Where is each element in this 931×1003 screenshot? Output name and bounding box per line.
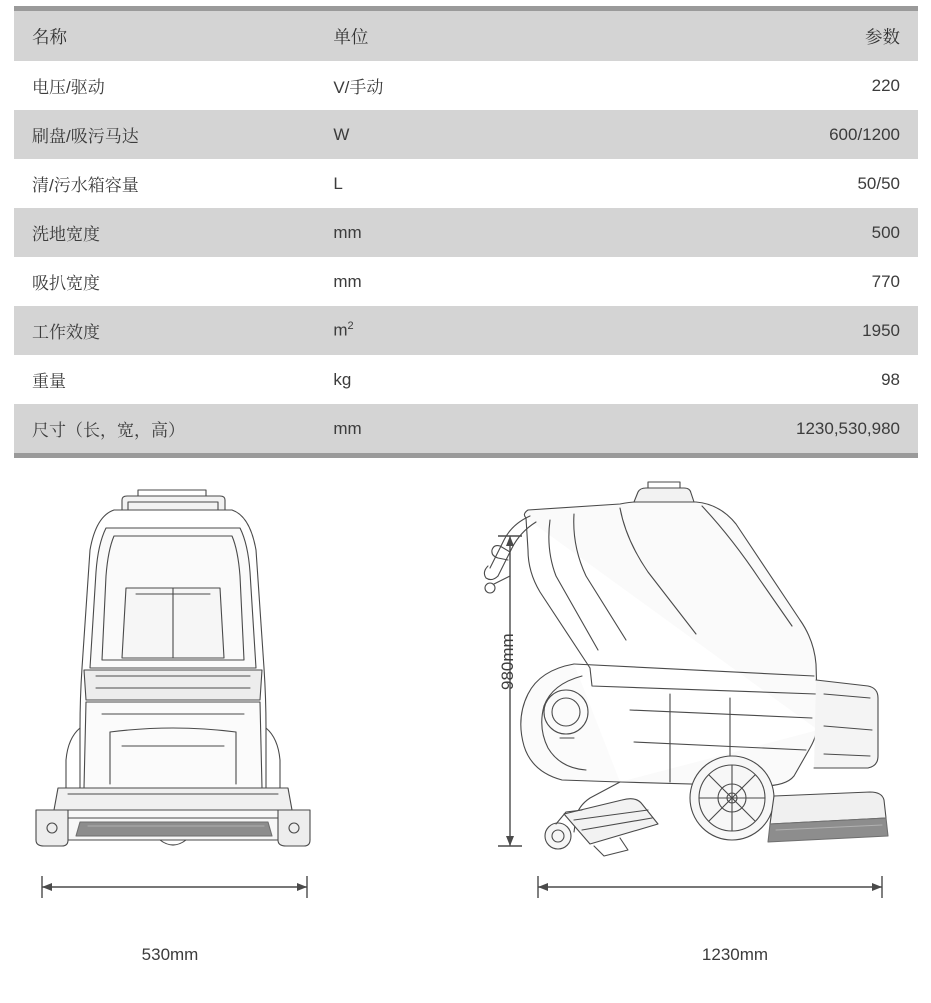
row-name: 尺寸（长，宽，高） [14,404,315,453]
side-view-figure [470,480,920,970]
row-name: 吸扒宽度 [14,257,315,306]
height-dimension-label: 980mm [498,633,517,690]
row-unit: m [333,320,348,340]
row-value: 220 [617,61,918,110]
side-length-dimension-label: 1230mm [701,945,769,964]
row-unit: mm [315,257,616,306]
row-value: 1950 [617,306,918,355]
column-header-value: 参数 [617,11,918,61]
column-header-name: 名称 [14,11,315,61]
row-value: 98 [617,355,918,404]
row-unit: mm [315,404,616,453]
height-dimension-line [492,526,532,856]
row-unit: kg [315,355,616,404]
row-unit-with-superscript [315,306,616,355]
front-width-dimension-label: 530mm [141,945,199,964]
table-row [14,355,918,404]
row-unit: mm [315,208,616,257]
row-name: 刷盘/吸污马达 [14,110,315,159]
row-value: 600/1200 [617,110,918,159]
front-width-dimension-line [10,868,340,908]
table-row [14,208,918,257]
column-header-unit: 单位 [315,11,616,61]
row-value: 500 [617,208,918,257]
row-value: 50/50 [617,159,918,208]
row-name: 洗地宽度 [14,208,315,257]
spec-table [14,6,918,458]
table-header-row [14,11,918,61]
table-row [14,404,918,453]
row-unit: W [315,110,616,159]
table-row [14,306,918,355]
spec-table-section [0,0,931,458]
row-value: 770 [617,257,918,306]
table-row [14,110,918,159]
technical-drawings-section [0,480,931,1000]
row-name: 电压/驱动 [14,61,315,110]
row-name: 重量 [14,355,315,404]
row-name: 工作效度 [14,306,315,355]
row-unit: V/手动 [315,61,616,110]
table-row [14,159,918,208]
row-unit: L [315,159,616,208]
table-bottom-rule [14,453,918,458]
side-length-dimension-line [470,868,920,908]
table-row [14,257,918,306]
front-view-figure [10,488,340,958]
table-row [14,61,918,110]
row-value: 1230,530,980 [617,404,918,453]
unit-superscript: 2 [347,320,354,333]
row-name: 清/污水箱容量 [14,159,315,208]
